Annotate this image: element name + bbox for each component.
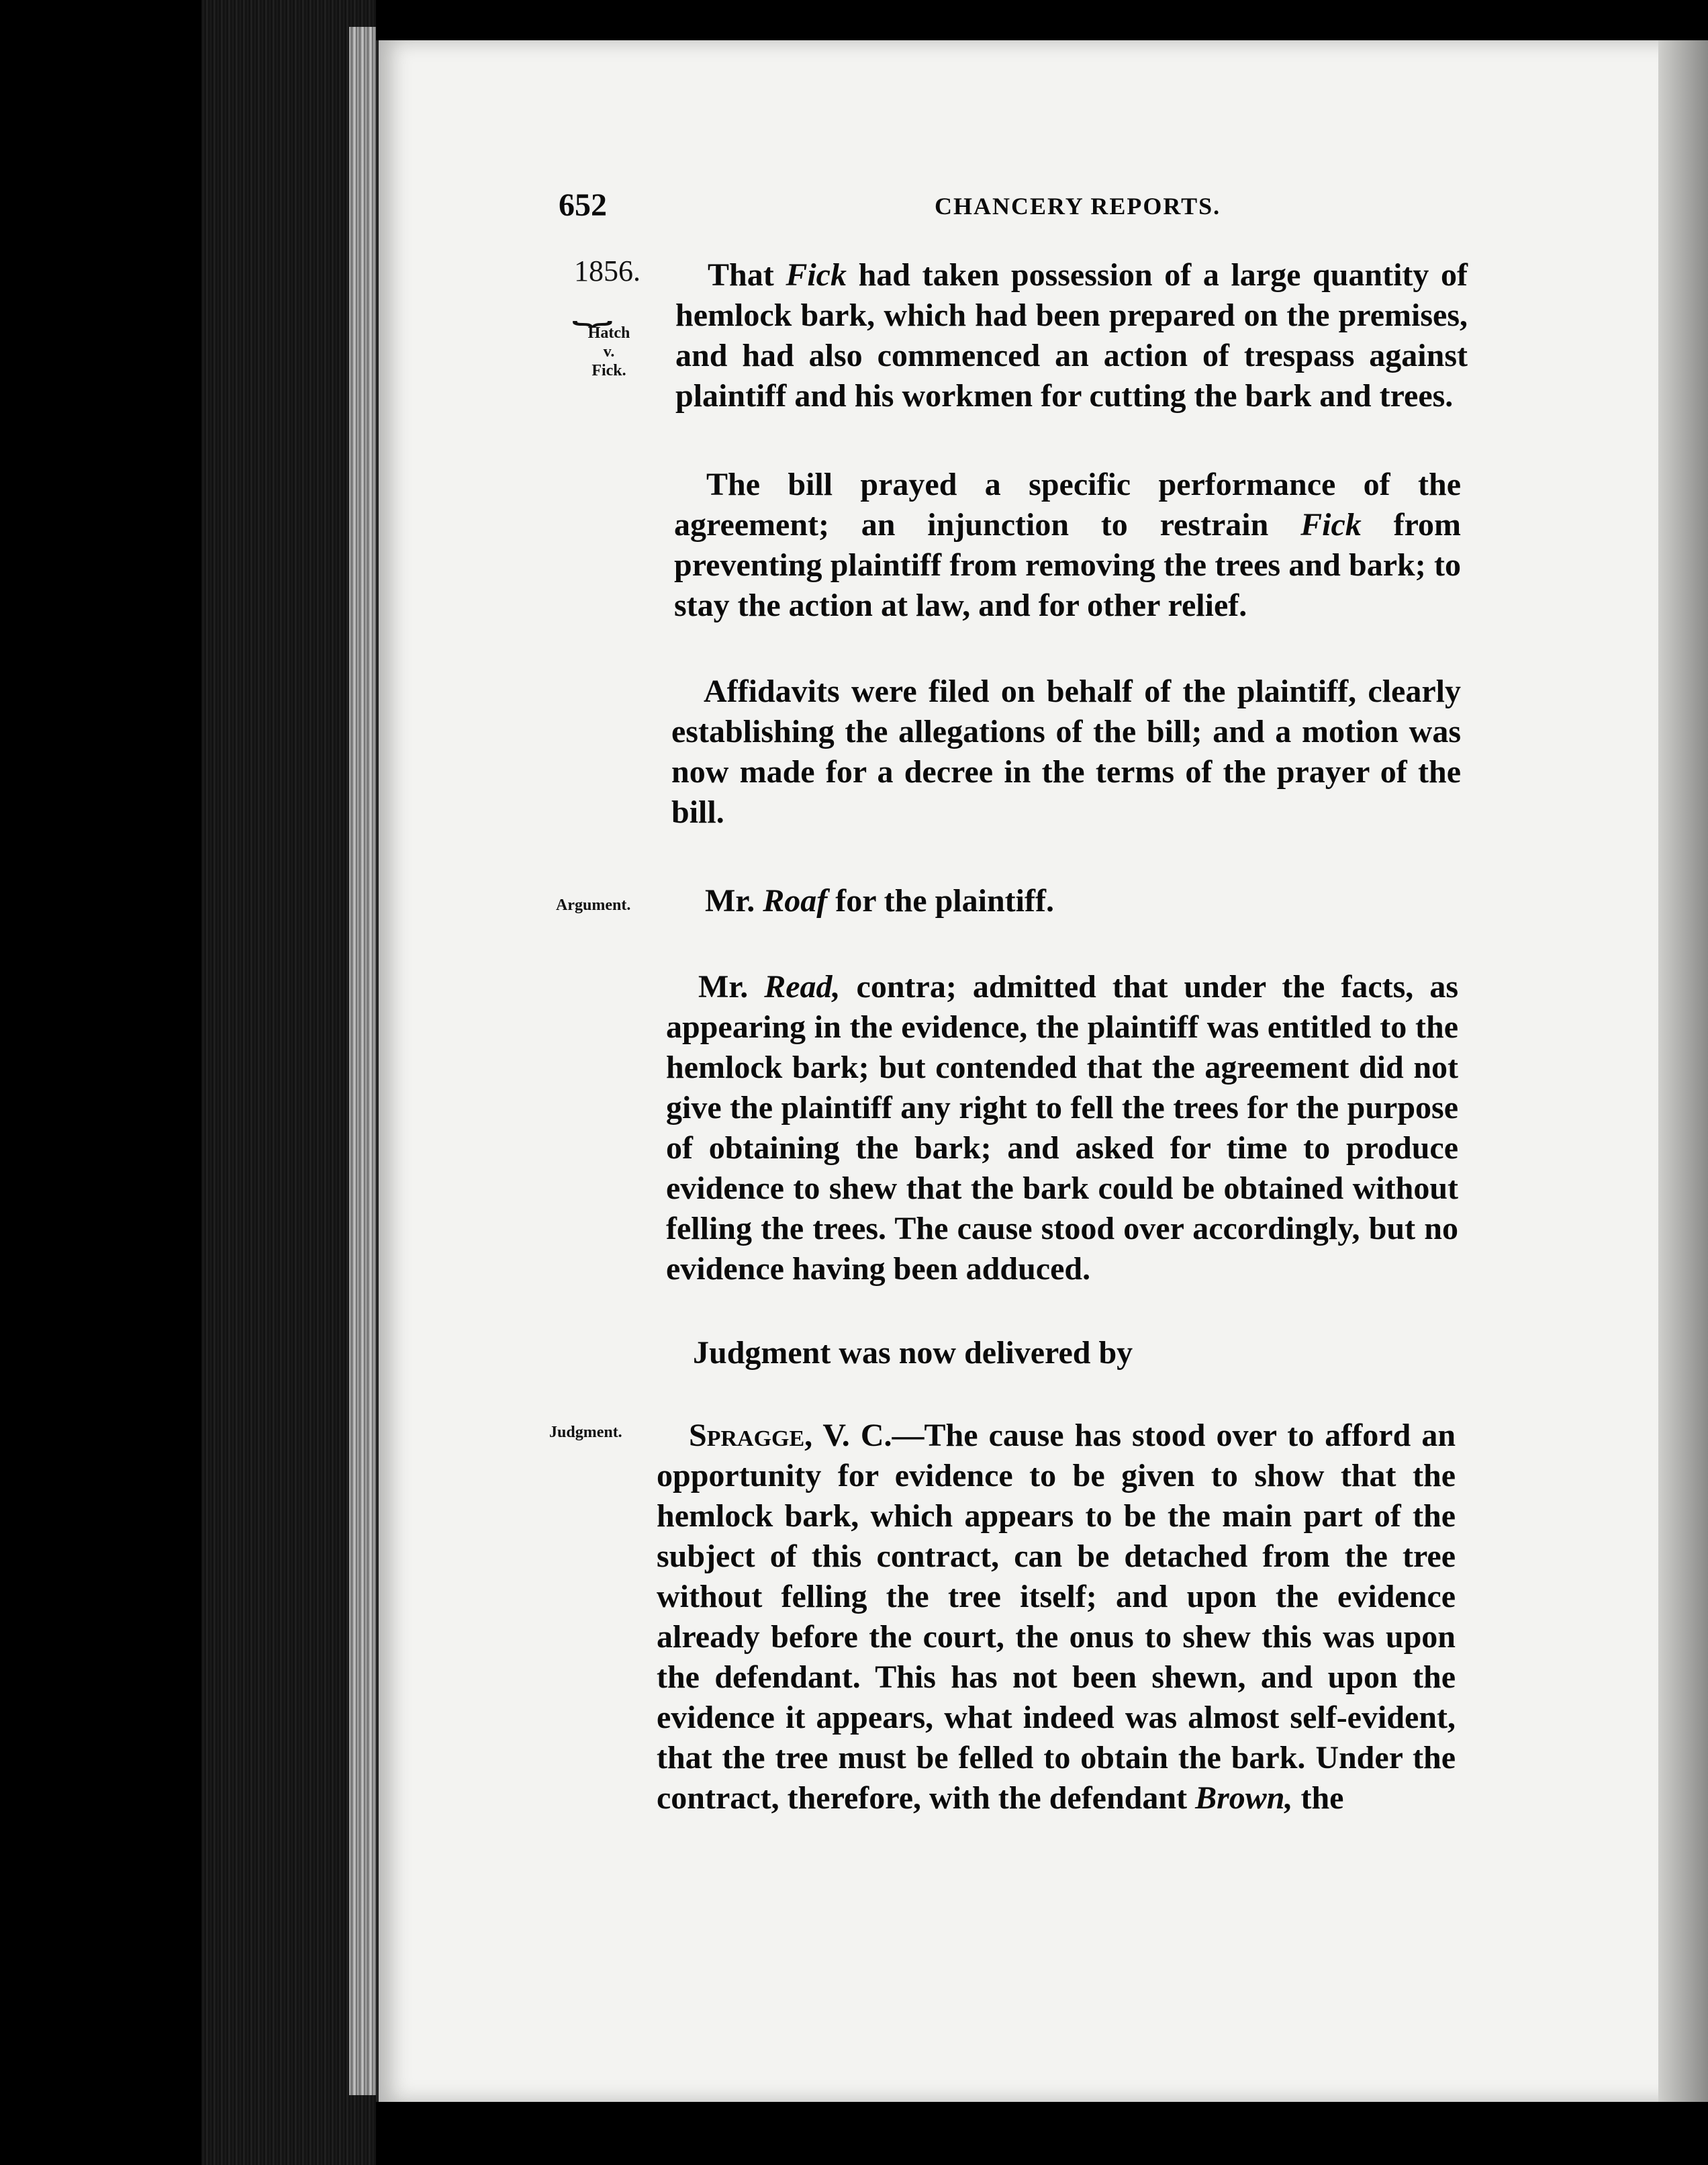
party-name: Fick [786, 257, 847, 293]
margin-judgment: Judgment. [549, 1424, 622, 1441]
paragraph-argument-read: Mr. Read, contra; admitted that under the facts, as appearing in the evidence, the plaintiff was entitled to the hemlock bark; but contended that the agreement did not give the plaintiff any right to fell the trees for the purpose of obtaining the bark; and asked for time to produce evidence to shew that the bark could be obtained without felling the trees. The cause stood over accordingly, but no evidence having been adduced. [666, 969, 1458, 1287]
paragraph-affidavits: Affidavits were filed on behalf of the plaintiff, clearly establishing the allegations of the bill; and a motion was now made for a decree in the terms of the prayer of the bill. [671, 674, 1461, 830]
margin-argument: Argument. [556, 896, 631, 914]
paragraph-argument-roaf: Mr. Roaf for the plaintiff. [705, 883, 1054, 919]
paragraph-possession: That Fick had taken possession of a large quantity of hemlock bark, which had been prepared on the premises, and had also commenced an action of trespass against plaintiff and his workmen for cutting the bark and trees. [675, 257, 1468, 414]
paragraph-bill-prayed: The bill prayed a specific performance of the agreement; an injunction to restrain Fick from preventing plaintiff from removing the trees and bark; to stay the action at law, and for other relief. [674, 467, 1461, 623]
page-number: 652 [559, 187, 607, 223]
margin-case-name [579, 324, 639, 380]
page-header [559, 187, 1230, 234]
case-defendant: Fick. [591, 362, 626, 379]
counsel-name: Read, [764, 969, 841, 1005]
judge-name: Spragge, V. C. [689, 1418, 892, 1453]
brace-ornament: ⏟ [572, 291, 613, 325]
party-name: Brown, [1195, 1780, 1293, 1816]
paragraph-judgment: Spragge, V. C.—The cause has stood over to afford an opportunity for evidence to be given to show that the hemlock bark, which appears to be the main part of the subject of this contract, can be detached from the tree without felling the tree itself; and upon the evidence already before the court, the onus to shew this was upon the defendant. This has not been shewn, and upon the evidence it appears, what indeed was almost self-evident, that the tree must be felled to obtain the bark. Under the contract, therefore, with the defendant Brown, the [657, 1418, 1456, 1816]
case-plaintiff: Hatch [587, 324, 630, 342]
page-edges [349, 27, 376, 2095]
case-versus: v. [603, 343, 615, 361]
party-name: Fick [1300, 507, 1362, 543]
paragraph-judgment-intro: Judgment was now delivered by [693, 1335, 1133, 1371]
margin-year: 1856. [574, 255, 640, 287]
counsel-name: Roaf [763, 883, 828, 919]
running-head: CHANCERY REPORTS. [935, 193, 1221, 220]
next-page-edge [1658, 40, 1708, 2102]
